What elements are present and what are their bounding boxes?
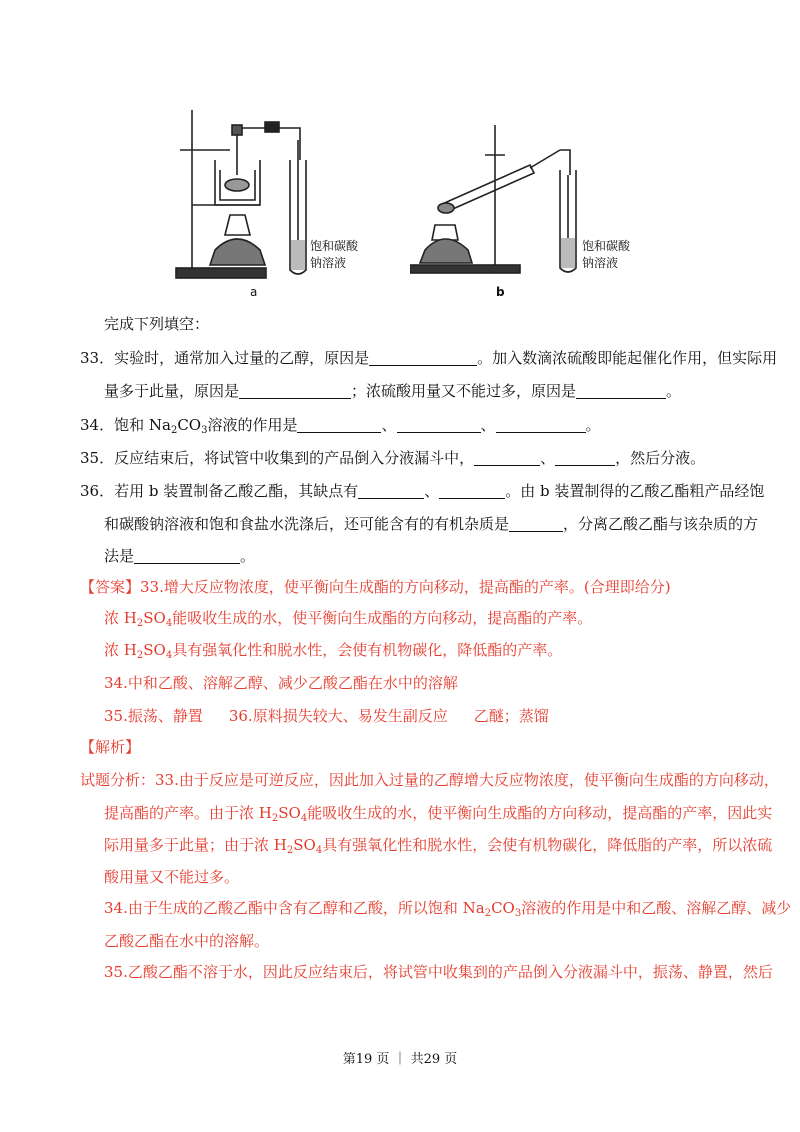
q36-text-2: 。由 b 装置制得的乙酸乙酯粗产品经饱 <box>505 482 765 500</box>
analysis-p7: 35.乙酸乙酯不溶于水，因此反应结束后，将试管中收集到的产品倒入分液漏斗中，振荡、静置，然后 <box>104 963 773 981</box>
q34-text-2: CO <box>177 416 202 434</box>
answer-line-2 <box>104 608 592 628</box>
answer-tag: 【答案】 <box>80 578 141 596</box>
a2-mid: SO <box>143 609 166 627</box>
q35-text-2: ，然后分液。 <box>615 449 706 467</box>
q34-sub-2: 2 <box>170 425 178 436</box>
analysis-p2 <box>104 803 772 823</box>
q33-blank-1 <box>369 365 477 366</box>
answer-line-5 <box>104 706 549 726</box>
a2-post: 能吸收生成的水，使平衡向生成酯的方向移动，提高酯的产率。 <box>172 609 593 627</box>
figure-b-label-line2: 钠溶液 <box>582 256 619 270</box>
answer-35: 35.振荡、静置 <box>104 707 203 725</box>
question-33-line1 <box>80 348 777 368</box>
a2-sub-4: 4 <box>165 618 173 629</box>
p2-a: 提高酯的产率。由于浓 H <box>104 804 272 822</box>
q36-text-4: ，分离乙酸乙酯与该杂质的方 <box>563 515 759 533</box>
figure-a-label-line2: 钠溶液 <box>310 256 347 270</box>
figure-a-caption: a <box>250 285 258 299</box>
answer-33: 33.增大反应物浓度，使平衡向生成酯的方向移动，提高酯的产率。(合理即给分) <box>140 578 671 596</box>
q35-text-1: 35．反应结束后，将试管中收集到的产品倒入分液漏斗中， <box>80 449 475 467</box>
a3-sub-4: 4 <box>165 650 173 661</box>
q33-text-4: ；浓硫酸用量又不能过多，原因是 <box>351 382 577 400</box>
instruction: 完成下列填空： <box>104 315 210 333</box>
q34-blank-1 <box>297 432 381 433</box>
p3-c: 具有强氧化性和脱水性，会使有机物碳化，降低脂的产率，所以浓硫 <box>322 836 773 854</box>
p2-sub-2: 2 <box>271 813 279 824</box>
q36-blank-1 <box>358 498 424 499</box>
analysis-tag: 【解析】 <box>80 738 141 756</box>
q33-text-5: 。 <box>666 382 682 400</box>
answer-36: 36.原料损失较大、易发生副反应 <box>228 707 448 725</box>
q33-text-1: 33．实验时，通常加入过量的乙醇，原因是 <box>80 349 370 367</box>
q35-blank-1 <box>474 465 540 466</box>
figure-a-label-line1: 饱和碳酸 <box>310 239 359 253</box>
q33-blank-3 <box>576 398 666 399</box>
p2-b: SO <box>278 804 301 822</box>
q35-sep: 、 <box>540 449 556 467</box>
q36-blank-4 <box>134 563 240 564</box>
analysis-p3 <box>104 835 772 855</box>
question-34 <box>80 415 601 435</box>
figure-b-label-line1: 饱和碳酸 <box>582 239 631 253</box>
p3-sub-2: 2 <box>286 845 294 856</box>
q36-sep: 、 <box>424 482 440 500</box>
question-36-line1 <box>80 481 764 501</box>
q36-blank-3 <box>509 531 563 532</box>
q34-blank-3 <box>496 432 586 433</box>
figure-b-caption: b <box>496 285 505 299</box>
q36-text-1: 36．若用 b 装置制备乙酸乙酯，其缺点有 <box>80 482 359 500</box>
q34-sep-1: 、 <box>381 416 397 434</box>
analysis-p6: 乙酸乙酯在水中的溶解。 <box>104 932 270 950</box>
q36-text-3: 和碳酸钠溶液和饱和食盐水洗涤后，还可能含有的有机杂质是 <box>104 515 510 533</box>
p3-sub-4: 4 <box>315 845 323 856</box>
a2-sub-2: 2 <box>136 618 144 629</box>
a3-pre: 浓 H <box>104 641 137 659</box>
analysis-p5 <box>104 898 791 918</box>
q36-text-6: 。 <box>240 547 256 565</box>
q36-text-5: 法是 <box>104 547 135 565</box>
q33-text-3: 量多于此量，原因是 <box>104 382 240 400</box>
p5-b: CO <box>491 899 515 917</box>
answer-34: 34.中和乙酸、溶解乙醇、减少乙酸乙酯在水中的溶解 <box>104 674 458 692</box>
p5-a: 34.由于生成的乙酸乙酯中含有乙醇和乙酸，所以饱和 Na <box>104 899 485 917</box>
q33-blank-2 <box>239 398 351 399</box>
q33-text-2: 。加入数滴浓硫酸即能起催化作用，但实际用 <box>477 349 778 367</box>
q35-blank-2 <box>555 465 615 466</box>
q34-sub-3: 3 <box>201 425 208 436</box>
p5-c: 溶液的作用是中和乙酸、溶解乙醇、减少 <box>521 899 792 917</box>
a2-pre: 浓 H <box>104 609 137 627</box>
analysis-p4: 酸用量又不能过多。 <box>104 868 240 886</box>
p2-sub-4: 4 <box>300 813 308 824</box>
page-footer: 第19 页 ｜ 共29 页 <box>342 1052 458 1067</box>
p3-a: 际用量多于此量；由于浓 H <box>104 836 287 854</box>
q34-blank-2 <box>397 432 481 433</box>
question-33-line2 <box>104 381 681 401</box>
answer-36b: 乙醚；蒸馏 <box>473 707 549 725</box>
q34-end: 。 <box>585 416 601 434</box>
q36-blank-2 <box>439 498 505 499</box>
p3-b: SO <box>293 836 316 854</box>
q34-text-1: 34．饱和 Na <box>80 416 171 434</box>
analysis-p1: 试题分析：33.由于反应是可逆反应，因此加入过量的乙醇增大反应物浓度，使平衡向生成酯的方向移动， <box>80 771 779 789</box>
question-35 <box>80 448 705 468</box>
answer-line-1 <box>80 577 671 597</box>
answer-line-3 <box>104 640 562 660</box>
p5-sub-2: 2 <box>484 908 492 919</box>
question-36-line2 <box>104 514 758 534</box>
q34-sep-2: 、 <box>480 416 496 434</box>
q34-text-3: 溶液的作用是 <box>207 416 298 434</box>
question-36-line3 <box>104 546 255 566</box>
a3-mid: SO <box>143 641 166 659</box>
p2-c: 能吸收生成的水，使平衡向生成酯的方向移动，提高酯的产率，因此实 <box>307 804 773 822</box>
a3-post: 具有强氧化性和脱水性，会使有机物碳化，降低酯的产率。 <box>172 641 563 659</box>
p5-sub-3: 3 <box>514 908 522 919</box>
a3-sub-2: 2 <box>136 650 144 661</box>
